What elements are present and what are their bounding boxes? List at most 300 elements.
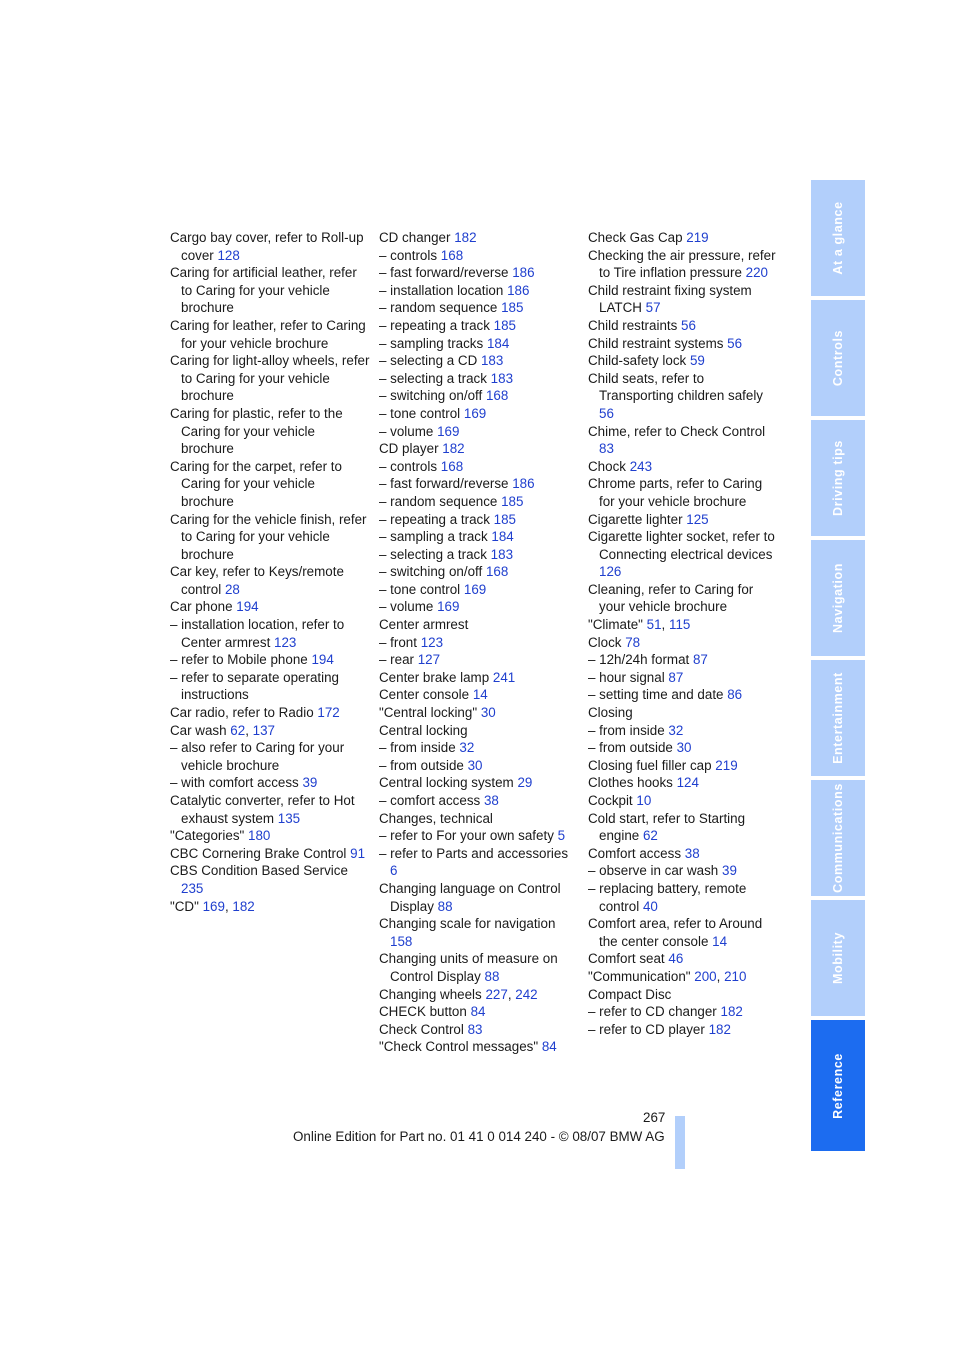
- page-reference-link[interactable]: 124: [676, 775, 699, 791]
- index-term: Caring for leather, refer to Caring for your vehicle brochure: [170, 317, 366, 351]
- page-reference-link[interactable]: 62: [642, 828, 658, 844]
- index-term: Comfort area, refer to Around the center console: [588, 916, 763, 949]
- index-entry: [379, 1021, 579, 1039]
- index-entry: [588, 475, 778, 510]
- index-entry: [588, 757, 778, 775]
- index-term: – refer to CD changer: [588, 1004, 717, 1020]
- page-reference-link[interactable]: 185: [501, 493, 524, 509]
- index-term: Caring for plastic, refer to the Caring for your vehicle brochure: [170, 405, 343, 457]
- page-reference-link[interactable]: 186: [512, 265, 535, 281]
- page-reference-link[interactable]: 227: [485, 986, 508, 1002]
- index-entry: [588, 511, 778, 529]
- page-reference-link[interactable]: 183: [490, 370, 514, 386]
- index-entry: [170, 862, 370, 897]
- index-term: – controls: [379, 247, 438, 263]
- page-reference-link[interactable]: 169: [437, 599, 460, 615]
- page-reference-link[interactable]: 84: [470, 1004, 486, 1020]
- index-term: – refer to Mobile phone: [170, 652, 308, 668]
- page-reference-link[interactable]: 194: [236, 599, 259, 615]
- page-reference-link[interactable]: 168: [485, 564, 509, 580]
- index-entry: [588, 722, 778, 740]
- page-reference-link[interactable]: 235: [181, 880, 204, 896]
- index-entry: [170, 616, 370, 651]
- index-entry: [170, 352, 370, 405]
- page-reference-link[interactable]: 78: [625, 634, 641, 650]
- page-reference-link[interactable]: 123: [274, 634, 297, 650]
- index-term: Car phone: [170, 599, 233, 615]
- index-entry: [379, 387, 579, 405]
- index-term: Cleaning, refer to Caring for your vehicle brochure: [588, 581, 754, 615]
- page-reference-link[interactable]: 185: [493, 317, 516, 333]
- page-reference-link[interactable]: 88: [437, 898, 453, 914]
- index-term: Center armrest: [379, 617, 469, 633]
- index-term: – from inside: [379, 740, 456, 756]
- page-reference-link[interactable]: 126: [599, 564, 622, 580]
- index-term: – controls: [379, 458, 438, 474]
- index-entry: [379, 704, 579, 722]
- index-term: – hour signal: [588, 669, 665, 685]
- index-term: – refer to separate operating instructions: [170, 669, 339, 703]
- index-entry: [588, 774, 778, 792]
- index-entry: [588, 986, 778, 1004]
- page-reference-link[interactable]: 172: [317, 705, 340, 721]
- page-reference-link[interactable]: 127: [417, 652, 441, 668]
- index-entry: [379, 634, 579, 652]
- index-term: Caring for artificial leather, refer to Caring for your vehicle brochure: [170, 265, 357, 316]
- index-entry: [379, 405, 579, 423]
- index-term: CHECK button: [379, 1004, 467, 1020]
- page-reference-link[interactable]: 59: [689, 353, 705, 369]
- index-term: Clock: [588, 634, 622, 650]
- index-term: Caring for the vehicle finish, refer to Caring for your vehicle brochure: [170, 511, 367, 562]
- page-reference-link[interactable]: 84: [541, 1039, 557, 1055]
- index-entry: [379, 493, 579, 511]
- index-entry: [170, 405, 370, 458]
- page-reference-link[interactable]: 56: [599, 405, 614, 421]
- page-reference-link[interactable]: 125: [686, 511, 709, 527]
- page-reference-link[interactable]: 91: [350, 845, 366, 861]
- tab-controls[interactable]: [811, 300, 865, 416]
- index-entry: [588, 634, 778, 652]
- index-entry: [170, 669, 370, 704]
- page-reference-link[interactable]: 32: [459, 740, 475, 756]
- index-term: – installation location: [379, 282, 504, 298]
- page-reference-link[interactable]: 10: [636, 793, 652, 808]
- index-term: Cold start, refer to Starting engine: [588, 810, 746, 844]
- page-reference-link[interactable]: 220: [745, 265, 768, 281]
- tab-label: At a glance: [831, 201, 845, 275]
- page-reference-link[interactable]: 185: [501, 300, 524, 316]
- index-entry: [170, 651, 370, 669]
- index-term: – refer to CD player: [588, 1021, 705, 1037]
- page-reference-link[interactable]: 169: [202, 898, 225, 914]
- tab-label: Mobility: [831, 931, 845, 985]
- page-number: 267: [643, 1110, 666, 1125]
- page-reference-link[interactable]: 182: [232, 898, 255, 914]
- page-reference-link[interactable]: 29: [517, 775, 533, 791]
- index-term: Caring for light-alloy wheels, refer to Caring for your vehicle brochure: [170, 353, 370, 404]
- index-term: – volume: [379, 423, 434, 439]
- page-reference-link[interactable]: 137: [252, 722, 275, 738]
- index-entry: [379, 1038, 579, 1056]
- index-entry: [379, 458, 579, 476]
- page-reference-link[interactable]: 186: [512, 476, 535, 492]
- index-term: Cockpit: [588, 793, 633, 808]
- index-entry: Car wash 62, 137: [170, 722, 275, 738]
- index-term: – sampling tracks: [379, 335, 484, 351]
- index-entry: [379, 598, 579, 616]
- index-entry: [170, 229, 370, 264]
- index-term: – sampling a track: [379, 529, 488, 545]
- section-tabs: [811, 180, 865, 1155]
- index-term: CD player: [379, 441, 439, 457]
- index-term: – comfort access: [379, 793, 481, 808]
- tab-label: Navigation: [831, 563, 845, 633]
- index-entry: [379, 915, 579, 950]
- index-term: Comfort seat: [588, 951, 665, 967]
- tab-label: Driving tips: [831, 440, 845, 516]
- index-term: "Check Control messages": [379, 1039, 539, 1055]
- index-entry: [170, 704, 370, 722]
- page-reference-link[interactable]: 40: [642, 898, 658, 914]
- index-entry: [588, 1003, 778, 1021]
- index-term: – 12h/24h format: [588, 652, 690, 668]
- tab-reference[interactable]: [811, 1020, 865, 1151]
- index-term: – observe in car wash: [588, 863, 719, 879]
- index-term: Changing wheels: [379, 986, 482, 1002]
- page-reference-link[interactable]: 6: [390, 863, 398, 879]
- tab-driving-tips[interactable]: [811, 420, 865, 536]
- page-reference-link[interactable]: 241: [492, 669, 516, 685]
- index-entry: [588, 704, 778, 722]
- index-entry: [588, 247, 778, 282]
- index-term: – selecting a CD: [379, 353, 478, 369]
- page-reference-link[interactable]: 30: [467, 757, 483, 773]
- index-term: – also refer to Caring for your vehicle brochure: [170, 740, 345, 773]
- tab-at-a-glance[interactable]: [811, 180, 865, 296]
- page-reference-link[interactable]: 168: [485, 388, 509, 404]
- index-term: – repeating a track: [379, 317, 490, 333]
- index-term: Caring for the carpet, refer to Caring for your vehicle brochure: [170, 458, 342, 509]
- edition-footer: Online Edition for Part no. 01 41 0 014 240 - © 08/07 BMW AG: [293, 1129, 665, 1144]
- page-reference-link[interactable]: 210: [724, 968, 747, 984]
- index-term: – rear: [379, 652, 414, 668]
- index-entry: [379, 845, 579, 880]
- index-term: Closing: [588, 705, 633, 721]
- tab-label: Reference: [831, 1052, 845, 1119]
- page-reference-link[interactable]: 88: [484, 968, 500, 984]
- page-reference-link[interactable]: 128: [217, 247, 240, 263]
- index-entry: [379, 686, 579, 704]
- index-term: CBC Cornering Brake Control: [170, 845, 347, 861]
- index-term: Changes, technical: [379, 810, 493, 826]
- index-term: Child restraints: [588, 317, 678, 333]
- tab-label: Entertainment: [831, 672, 845, 764]
- index-term: – fast forward/reverse: [379, 265, 509, 281]
- index-term: Changing scale for navigation: [379, 916, 556, 932]
- index-entry: [379, 757, 579, 775]
- index-term: "CD": [170, 898, 199, 914]
- page-reference-link[interactable]: 87: [668, 669, 684, 685]
- index-term: – switching on/off: [379, 388, 483, 404]
- tab-label: Controls: [831, 329, 845, 387]
- index-entry: [170, 598, 370, 616]
- page-reference-link[interactable]: 83: [467, 1021, 483, 1037]
- index-entry: [170, 827, 370, 845]
- index-entry: [379, 722, 579, 740]
- index-term: – fast forward/reverse: [379, 476, 509, 492]
- index-entry: [588, 423, 778, 458]
- page-reference-link[interactable]: 57: [645, 300, 661, 316]
- index-entry: Changing wheels 227, 242: [379, 986, 538, 1002]
- index-term: Center brake lamp: [379, 669, 490, 685]
- page-reference-link[interactable]: 243: [629, 458, 653, 474]
- page-reference-link[interactable]: 180: [248, 828, 271, 844]
- index-term: Checking the air pressure, refer to Tire inflation pressure: [588, 247, 776, 281]
- index-term: Cigarette lighter: [588, 511, 683, 527]
- index-term: Chock: [588, 458, 626, 474]
- page-reference-link[interactable]: 242: [515, 986, 538, 1002]
- index-term: Cigarette lighter socket, refer to Connecting electrical devices: [588, 529, 775, 562]
- index-term: CD changer: [379, 230, 451, 245]
- page-reference-link[interactable]: 83: [599, 441, 614, 457]
- index-term: Check Gas Cap: [588, 230, 683, 245]
- page-reference-link[interactable]: 158: [390, 933, 413, 949]
- page-reference-link[interactable]: 135: [277, 810, 301, 826]
- tab-navigation[interactable]: [811, 540, 865, 656]
- index-term: CBS Condition Based Service: [170, 863, 348, 879]
- page-reference-link[interactable]: 168: [440, 247, 464, 263]
- page-reference-link[interactable]: 184: [491, 529, 514, 545]
- index-entry: [588, 880, 778, 915]
- index-term: "Categories": [170, 828, 245, 844]
- page-reference-link[interactable]: 183: [490, 546, 514, 562]
- index-term: – refer to For your own safety: [379, 828, 554, 844]
- index-entry: [588, 862, 778, 880]
- index-term: Car key, refer to Keys/remote control: [170, 564, 344, 597]
- index-entry: [379, 264, 579, 282]
- page-reference-link[interactable]: 168: [440, 458, 464, 474]
- index-column-3: [588, 229, 778, 1038]
- index-term: – setting time and date: [588, 687, 724, 703]
- index-term: – volume: [379, 599, 434, 615]
- index-term: Car radio, refer to Radio: [170, 705, 314, 721]
- page-reference-link[interactable]: 219: [686, 230, 709, 245]
- index-term: Child restraint fixing system LATCH: [588, 282, 752, 316]
- tab-mobility[interactable]: [811, 900, 865, 1016]
- index-term: – selecting a track: [379, 546, 487, 562]
- tab-entertainment[interactable]: [811, 660, 865, 776]
- index-term: Comfort access: [588, 845, 682, 861]
- page-reference-link[interactable]: 38: [684, 845, 700, 861]
- index-entry: [170, 845, 370, 863]
- page-reference-link[interactable]: 169: [463, 405, 487, 421]
- index-entry: [379, 581, 579, 599]
- page-reference-link[interactable]: 56: [727, 335, 743, 351]
- page-reference-link[interactable]: 14: [472, 687, 488, 703]
- page-reference-link[interactable]: 46: [668, 951, 684, 967]
- index-entry: [588, 352, 778, 370]
- index-term: – front: [379, 634, 417, 650]
- index-entry: [379, 299, 579, 317]
- page-reference-link[interactable]: 219: [715, 757, 738, 773]
- page-reference-link[interactable]: 39: [302, 775, 318, 791]
- index-term: Changing language on Control Display: [379, 880, 561, 914]
- page-reference-link[interactable]: 62: [230, 722, 246, 738]
- tab-communications[interactable]: [811, 780, 865, 896]
- page-reference-link[interactable]: 185: [493, 511, 516, 527]
- page-reference-link[interactable]: 182: [708, 1021, 731, 1037]
- index-entry: [588, 1021, 778, 1039]
- index-entry: [588, 370, 778, 423]
- index-term: Compact Disc: [588, 986, 672, 1002]
- index-entry: [379, 475, 579, 493]
- index-entry: [379, 1003, 579, 1021]
- index-entry: [170, 563, 370, 598]
- index-entry: [588, 950, 778, 968]
- index-term: – replacing battery, remote control: [588, 880, 747, 914]
- index-term: Cargo bay cover, refer to Roll-up cover: [170, 230, 364, 263]
- index-entry: [588, 581, 778, 616]
- index-entry: [588, 651, 778, 669]
- index-entry: [379, 651, 579, 669]
- index-entry: [170, 774, 370, 792]
- page-reference-link[interactable]: 39: [722, 863, 737, 879]
- index-term: – random sequence: [379, 300, 498, 316]
- index-entry: [379, 546, 579, 564]
- index-term: – tone control: [379, 405, 461, 421]
- page-reference-link[interactable]: 182: [454, 230, 477, 245]
- page-reference-link[interactable]: 87: [692, 652, 708, 668]
- page-reference-link[interactable]: 169: [437, 423, 460, 439]
- page-reference-link[interactable]: 51: [646, 617, 662, 633]
- index-entry: [379, 282, 579, 300]
- index-term: Central locking system: [379, 775, 514, 791]
- page-reference-link[interactable]: 30: [676, 740, 692, 756]
- index-entry: [379, 247, 579, 265]
- index-entry: [379, 774, 579, 792]
- index-term: – installation location, refer to Center armrest: [170, 617, 345, 650]
- index-entry: [588, 915, 778, 950]
- page-reference-link[interactable]: 28: [224, 581, 240, 597]
- tab-label: Communications: [831, 783, 845, 893]
- index-term: Closing fuel filler cap: [588, 757, 712, 773]
- index-term: – from inside: [588, 722, 665, 738]
- index-entry: [379, 616, 579, 634]
- index-entry: [379, 827, 579, 845]
- index-term: Changing units of measure on Control Display: [379, 951, 558, 984]
- index-term: – repeating a track: [379, 511, 490, 527]
- index-term: Center console: [379, 687, 470, 703]
- index-term: Chrome parts, refer to Caring for your vehicle brochure: [588, 476, 763, 509]
- index-term: Central locking: [379, 722, 468, 738]
- page-reference-link[interactable]: 169: [463, 581, 487, 597]
- index-entry: [379, 335, 579, 353]
- page-reference-link[interactable]: 30: [480, 705, 496, 721]
- index-entry: [588, 229, 778, 247]
- index-entry: [588, 739, 778, 757]
- index-entry: [588, 335, 778, 353]
- page-reference-link[interactable]: 5: [557, 828, 566, 844]
- index-term: "Climate": [588, 617, 643, 633]
- index-term: "Communication": [588, 968, 691, 984]
- index-entry: [379, 511, 579, 529]
- index-entry: [588, 528, 778, 581]
- index-term: Check Control: [379, 1021, 464, 1037]
- index-term: – from outside: [379, 757, 464, 773]
- index-entry: [379, 317, 579, 335]
- index-term: Chime, refer to Check Control: [588, 423, 766, 439]
- index-entry: [379, 352, 579, 370]
- page-reference-link[interactable]: 182: [720, 1004, 743, 1020]
- index-entry: [379, 792, 579, 810]
- index-entry: [379, 440, 579, 458]
- page-reference-link[interactable]: 184: [486, 335, 510, 351]
- index-term: – random sequence: [379, 493, 498, 509]
- page-reference-link[interactable]: 186: [507, 282, 530, 298]
- index-entry: [379, 880, 579, 915]
- index-entry: [379, 739, 579, 757]
- index-entry: [170, 317, 370, 352]
- index-entry: [379, 528, 579, 546]
- index-term: – from outside: [588, 740, 673, 756]
- page-reference-link[interactable]: 183: [480, 353, 504, 369]
- index-entry: [588, 845, 778, 863]
- index-entry: "Communication" 200, 210: [588, 968, 747, 984]
- index-entry: [588, 686, 778, 704]
- index-entry: [588, 669, 778, 687]
- page-reference-link[interactable]: 200: [694, 968, 717, 984]
- page-reference-link[interactable]: 194: [311, 652, 334, 668]
- index-entry: "CD" 169, 182: [170, 898, 255, 914]
- index-entry: [379, 423, 579, 441]
- index-entry: [379, 563, 579, 581]
- index-entry: [379, 950, 579, 985]
- index-term: Child seats, refer to Transporting children safely: [588, 370, 763, 404]
- index-term: Car wash: [170, 722, 227, 738]
- index-entry: [170, 511, 370, 564]
- page-reference-link[interactable]: 32: [668, 722, 684, 738]
- page-reference-link[interactable]: 38: [483, 793, 499, 808]
- index-entry: [379, 229, 579, 247]
- index-term: – selecting a track: [379, 370, 487, 386]
- index-term: "Central locking": [379, 705, 478, 721]
- page-reference-link[interactable]: 115: [669, 617, 691, 633]
- page-reference-link[interactable]: 123: [420, 634, 444, 650]
- page-reference-link[interactable]: 14: [712, 933, 728, 949]
- index-entry: [588, 792, 778, 810]
- index-entry: [170, 264, 370, 317]
- index-term: – with comfort access: [170, 775, 299, 791]
- index-entry: [379, 370, 579, 388]
- index-term: Clothes hooks: [588, 775, 673, 791]
- index-entry: [588, 317, 778, 335]
- page-reference-link[interactable]: 56: [681, 317, 696, 333]
- index-term: Catalytic converter, refer to Hot exhaust system: [170, 793, 355, 826]
- index-entry: [170, 739, 370, 774]
- index-entry: [379, 810, 579, 828]
- index-entry: [588, 810, 778, 845]
- index-term: – switching on/off: [379, 564, 483, 580]
- index-term: – tone control: [379, 581, 461, 597]
- index-entry: [588, 458, 778, 476]
- index-term: – refer to Parts and accessories: [379, 845, 569, 861]
- index-entry: [170, 458, 370, 511]
- page-reference-link[interactable]: 86: [727, 687, 743, 703]
- page-reference-link[interactable]: 182: [442, 441, 465, 457]
- index-term: Child-safety lock: [588, 353, 687, 369]
- page-marker-bar: [675, 1116, 685, 1169]
